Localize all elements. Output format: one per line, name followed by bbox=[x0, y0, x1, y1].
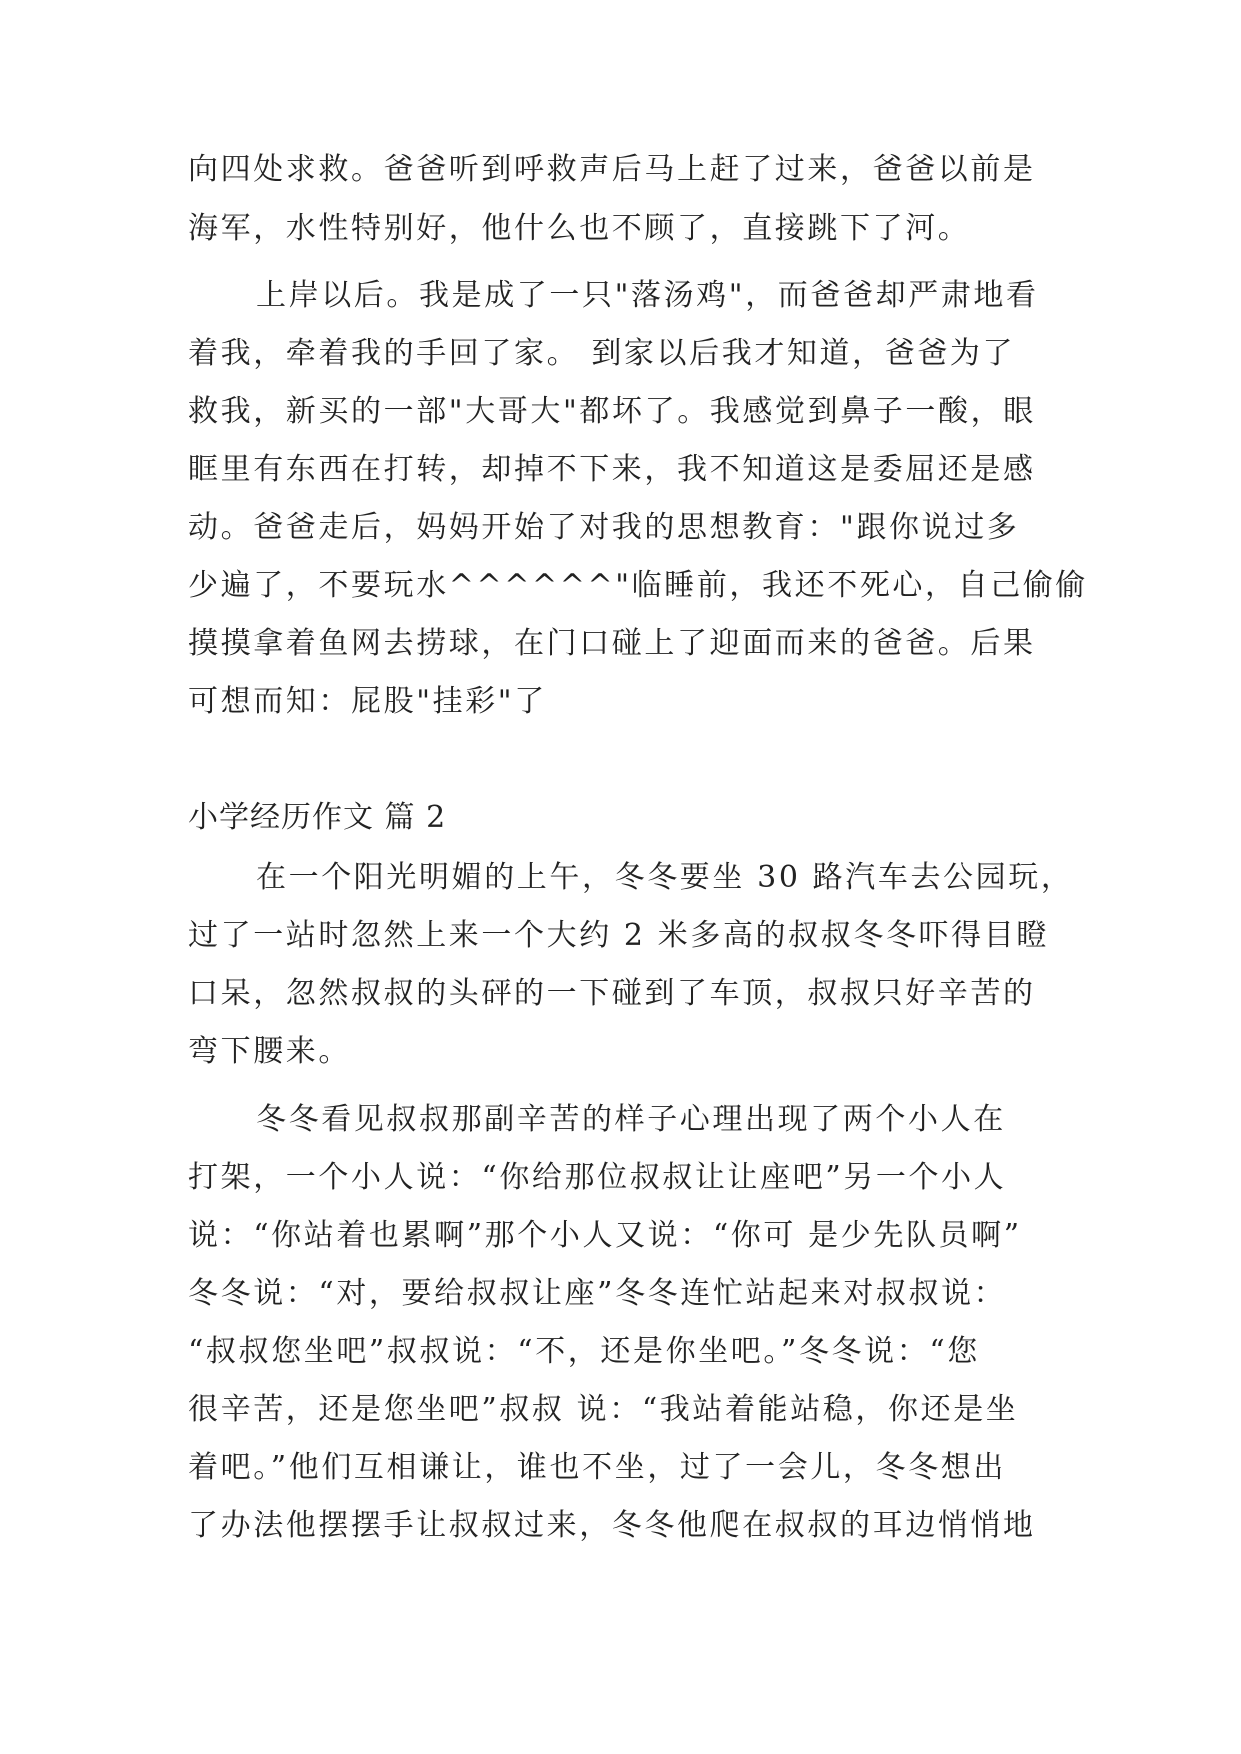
paragraph-2-line-3: 救我，新买的一部"大哥大"都坏了。我感觉到鼻子一酸，眼 bbox=[188, 394, 1036, 429]
paragraph-4-line-8: 了办法他摆摆手让叔叔过来，冬冬他爬在叔叔的耳边悄悄地 bbox=[188, 1508, 1036, 1543]
paragraph-1-line-1: 向四处求救。爸爸听到呼救声后马上赶了过来，爸爸以前是 bbox=[188, 152, 1036, 187]
paragraph-4-line-6: 很辛苦，还是您坐吧”叔叔 说：“我站着能站稳，你还是坐 bbox=[188, 1392, 1019, 1427]
paragraph-3-line-3: 口呆，忽然叔叔的头砰的一下碰到了车顶，叔叔只好辛苦的 bbox=[188, 976, 1036, 1011]
paragraph-1-line-2: 海军，水性特别好，他什么也不顾了，直接跳下了河。 bbox=[188, 211, 971, 246]
paragraph-2-line-2: 着我，牵着我的手回了家。 到家以后我才知道，爸爸为了 bbox=[188, 336, 1016, 371]
paragraph-2-line-8: 可想而知：屁股"挂彩"了 bbox=[188, 684, 547, 719]
paragraph-2-line-6: 少遍了，不要玩水^^^^^^"临睡前，我还不死心，自己偷偷 bbox=[188, 568, 1089, 603]
paragraph-4-line-7: 着吧。”他们互相谦让，谁也不坐，过了一会儿，冬冬想出 bbox=[188, 1450, 1006, 1485]
paragraph-3-line-4: 弯下腰来。 bbox=[188, 1034, 351, 1069]
paragraph-2-line-5: 动。爸爸走后，妈妈开始了对我的思想教育："跟你说过多 bbox=[188, 510, 1020, 545]
paragraph-2-line-4: 眶里有东西在打转，却掉不下来，我不知道这是委屈还是感 bbox=[188, 452, 1036, 487]
paragraph-4-line-2: 打架，一个小人说：“你给那位叔叔让让座吧”另一个小人 bbox=[188, 1160, 1007, 1195]
paragraph-4-line-4: 冬冬说：“对，要给叔叔让座”冬冬连忙站起来对叔叔说： bbox=[188, 1276, 1007, 1311]
paragraph-4-line-3: 说：“你站着也累啊”那个小人又说：“你可 是少先队员啊” bbox=[188, 1218, 1022, 1253]
paragraph-4-line-5: “叔叔您坐吧”叔叔说：“不，还是你坐吧。”冬冬说：“您 bbox=[188, 1334, 980, 1369]
paragraph-2-line-1: 上岸以后。我是成了一只"落汤鸡"，而爸爸却严肃地看 bbox=[256, 278, 1039, 313]
paragraph-4-line-1: 冬冬看见叔叔那副辛苦的样子心理出现了两个小人在 bbox=[256, 1102, 1006, 1137]
paragraph-2-line-7: 摸摸拿着鱼网去捞球，在门口碰上了迎面而来的爸爸。后果 bbox=[188, 626, 1036, 661]
paragraph-3-line-2: 过了一站时忽然上来一个大约 2 米多高的叔叔冬冬吓得目瞪 bbox=[188, 918, 1049, 953]
section-heading: 小学经历作文 篇 2 bbox=[188, 800, 447, 835]
paragraph-3-line-1: 在一个阳光明媚的上午，冬冬要坐 30 路汽车去公园玩， bbox=[256, 860, 1074, 895]
